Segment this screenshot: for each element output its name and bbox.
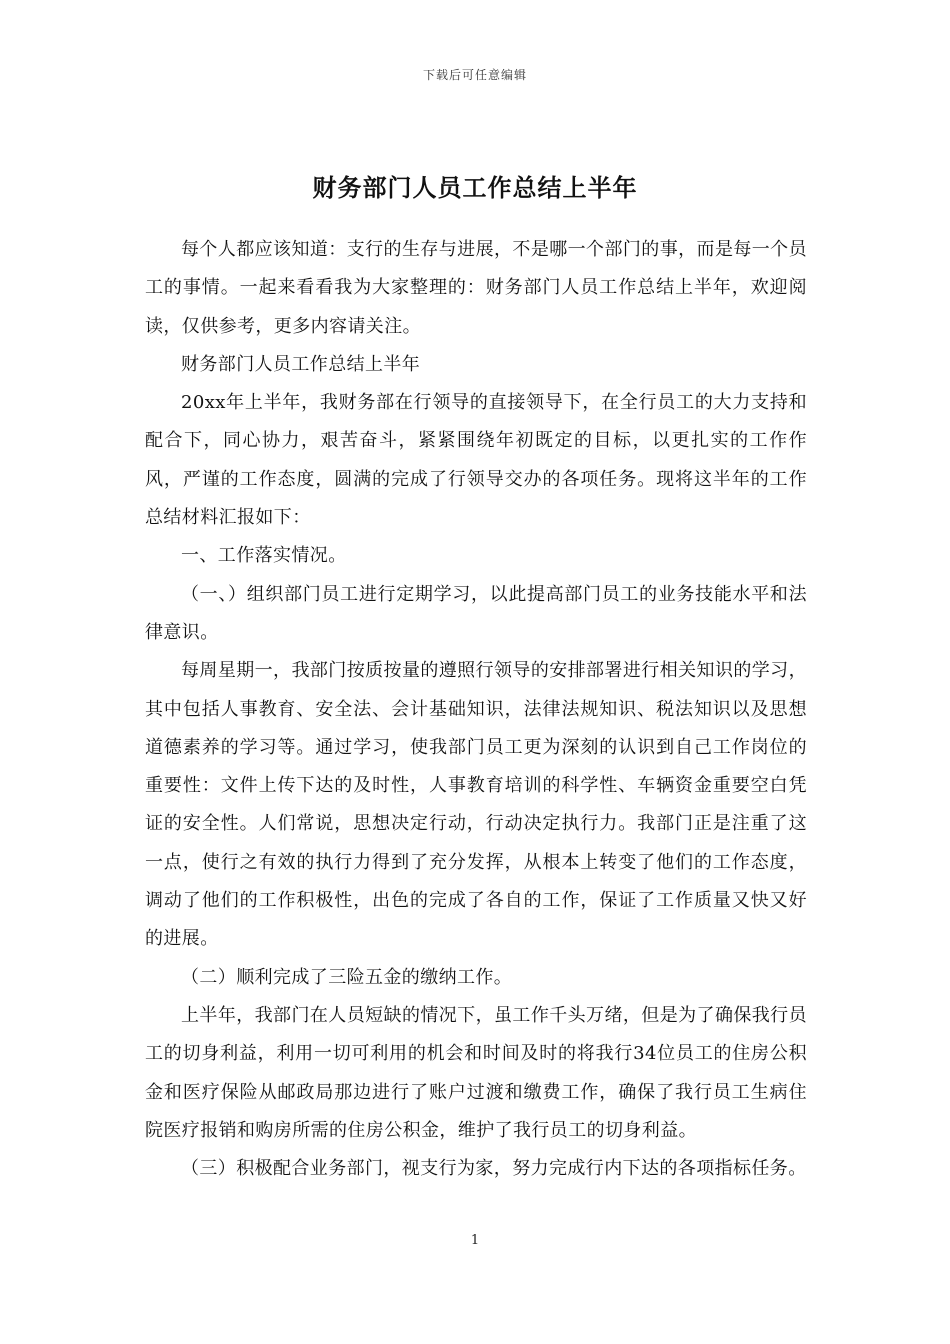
document-body	[145, 231, 807, 1188]
paragraph-overview: 20xx年上半年，我财务部在行领导的直接领导下，在全行员工的大力支持和配合下，同心协力，艰苦奋斗，紧紧围绕年初既定的目标，以更扎实的工作作风，严谨的工作态度，圆满的完成了行领导交办的各项任务。现将这半年的工作总结材料汇报如下：	[145, 392, 807, 529]
paragraph-insurance: 上半年，我部门在人员短缺的情况下，虽工作千头万绪，但是为了确保我行员工的切身利益，利用一切可利用的机会和时间及时的将我行34位员工的住房公积金和医疗保险从邮政局那边进行了账户过渡和缴费工作，确保了我行员工生病住院医疗报销和购房所需的住房公积金，维护了我行员工的切身利益。	[145, 1004, 807, 1141]
subsection-heading-3: （三）积极配合业务部门，视支行为家，努力完成行内下达的各项指标任务。	[181, 1158, 807, 1180]
subsection-heading-1: （一、）组织部门员工进行定期学习，以此提高部门员工的业务技能水平和法律意识。	[145, 583, 807, 643]
document-title: 财务部门人员工作总结上半年	[312, 173, 638, 203]
section-heading-1: 一、工作落实情况。	[181, 545, 347, 567]
subsection-heading-2: （二）顺利完成了三险五金的缴纳工作。	[181, 966, 513, 988]
paragraph-intro: 每个人都应该知道：支行的生存与进展，不是哪一个部门的事，而是每一个员工的事情。一起来看看我为大家整理的：财务部门人员工作总结上半年，欢迎阅读，仅供参考，更多内容请关注。	[145, 239, 807, 337]
page-number: 1	[470, 1233, 480, 1248]
header-note: 下载后可任意编辑	[422, 68, 527, 82]
paragraph-subtitle: 财务部门人员工作总结上半年	[181, 353, 421, 375]
paragraph-study: 每周星期一，我部门按质按量的遵照行领导的安排部署进行相关知识的学习，其中包括人事教育、安全法、会计基础知识，法律法规知识、税法知识以及思想道德素养的学习等。通过学习，使我部门员工更为深刻的认识到自己工作岗位的重要性：文件上传下达的及时性，人事教育培训的科学性、车辆资金重要空白凭证的安全性。人们常说，思想决定行动，行动决定执行力。我部门正是注重了这一点，使行之有效的执行力得到了充分发挥，从根本上转变了他们的工作态度，调动了他们的工作积极性，出色的完成了各自的工作，保证了工作质量又快又好的进展。	[145, 660, 807, 950]
